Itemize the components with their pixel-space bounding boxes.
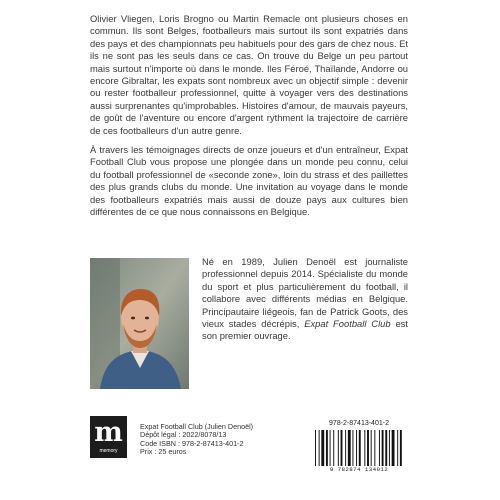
logo-text: memory: [99, 448, 118, 454]
synopsis-paragraph-1: Olivier Vliegen, Loris Brogno ou Martin Remacle ont plusieurs choses en commun. Ils sont Belges, footballeurs mais surtout ils sont expatriés dans des pays et des championnats peu habituels pour des gars de chez nous. Et ils ne sont pas les seuls dans ce cas. On trouve du Belge un peu partout mais surtout n'importe où dans le monde. Iles Féroé, Thaïlande, Andorre ou encore Gibraltar, les expats sont nombreux avec un objectif simple : devenir ou rester footballeur professionnel, quitte à voyager vers des destinations aussi surprenantes qu'improbables. Histoires d'amour, de mauvais payeurs, de goût de l'aventure ou encore d'argent rythment la trajectoire de carrière de ces footballeurs d'un autre genre.: [90, 13, 408, 136]
synopsis-paragraph-2: À travers les témoignages directs de onze joueurs et d'un entraîneur, Expat Football Club vous propose une plongée dans un monde peu connu, celui du football professionnel de «seconde zone», loin du strass et des paillettes des plus grands clubs du monde. Une invitation au voyage dans le monde des footballeurs expatriés mais aussi de douze pays aux cultures bien différentes de ce que nous connaissons en Belgique.: [90, 144, 408, 218]
barcode-icon: [313, 430, 405, 470]
author-bio-book-title: Expat Football Club: [304, 318, 391, 330]
colophon-depot: Dépôt légal : 2022/8078/13: [140, 430, 227, 440]
author-bio-text-end: est son premier ouvrage.: [202, 318, 408, 342]
barcode-digits: 9 782874 134012: [313, 466, 405, 473]
author-bio: [202, 256, 408, 343]
colophon-title: Expat Football Club (Julien Denoël): [140, 422, 254, 431]
barcode-isbn-label: 978-2-87413-401-2: [329, 420, 389, 427]
author-photo: [90, 258, 189, 389]
author-bio-text: Né en 1989, Julien Denoël est journaliste professionnel depuis 2014. Spécialiste du monde du sport et plus particulièrement du football, il collabore avec différents médias en Belgique. Principautaire liégeois, fan de Patrick Goots, des vieux stades décrépis,: [202, 256, 408, 330]
colophon: [140, 423, 253, 456]
logo-letter: m: [94, 417, 123, 448]
colophon-isbn: Code ISBN : 978-2-87413-401-2: [140, 438, 244, 448]
colophon-price: Prix : 25 euros: [140, 446, 187, 456]
memory-publisher-logo-icon: [90, 416, 127, 458]
author-portrait-icon: [90, 258, 189, 389]
